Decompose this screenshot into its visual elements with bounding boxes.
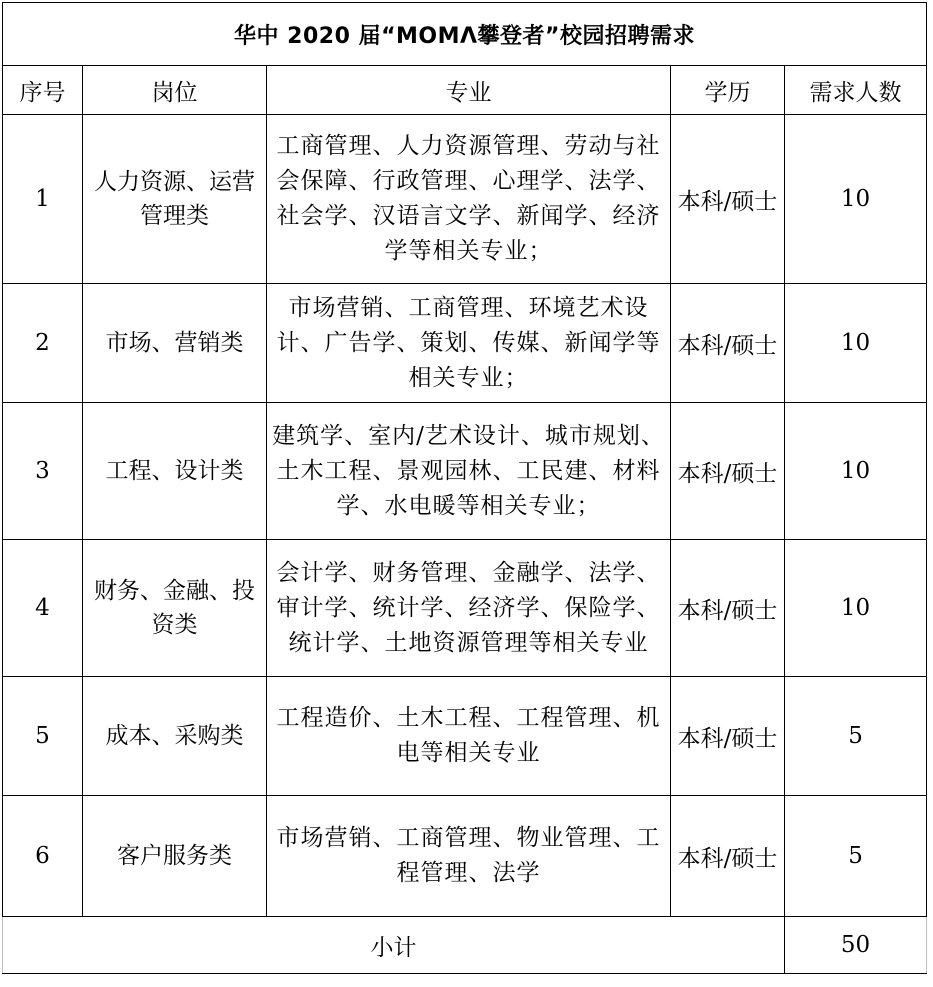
table-row: [3, 796, 927, 917]
row-major: 工程造价、土木工程、工程管理、机电等相关专业: [267, 677, 671, 796]
row-position: 客户服务类: [83, 796, 267, 917]
row-position: 工程、设计类: [83, 403, 267, 540]
row-count: 10: [785, 284, 927, 403]
row-index: 1: [3, 115, 83, 284]
header-education: 学历: [671, 66, 785, 115]
row-position: 市场、营销类: [83, 284, 267, 403]
recruitment-table: [2, 2, 927, 974]
row-count: 10: [785, 540, 927, 677]
header-position: 岗位: [83, 66, 267, 115]
table-title: 华中 2020 届“MOMΛ攀登者”校园招聘需求: [3, 3, 927, 66]
row-education: 本科/硕士: [671, 403, 785, 540]
table-row: [3, 284, 927, 403]
row-index: 2: [3, 284, 83, 403]
row-index: 3: [3, 403, 83, 540]
row-major: 工商管理、人力资源管理、劳动与社会保障、行政管理、心理学、法学、社会学、汉语言文学、新闻学、经济学等相关专业；: [267, 115, 671, 284]
row-position: 成本、采购类: [83, 677, 267, 796]
header-index: 序号: [3, 66, 83, 115]
row-major: 市场营销、工商管理、环境艺术设计、广告学、策划、传媒、新闻学等相关专业；: [267, 284, 671, 403]
header-major: 专业: [267, 66, 671, 115]
row-education: 本科/硕士: [671, 115, 785, 284]
total-label: 小计: [3, 917, 785, 974]
title-row: [3, 3, 927, 66]
row-position: 财务、金融、投资类: [83, 540, 267, 677]
table-row: [3, 403, 927, 540]
row-education: 本科/硕士: [671, 677, 785, 796]
table-row: [3, 677, 927, 796]
row-major: 建筑学、室内/艺术设计、城市规划、土木工程、景观园林、工民建、材料学、水电暖等相关专业；: [267, 403, 671, 540]
table-row: [3, 540, 927, 677]
row-major: 会计学、财务管理、金融学、法学、审计学、统计学、经济学、保险学、统计学、土地资源管理等相关专业: [267, 540, 671, 677]
row-count: 10: [785, 115, 927, 284]
row-count: 10: [785, 403, 927, 540]
row-position: 人力资源、运营管理类: [83, 115, 267, 284]
row-education: 本科/硕士: [671, 284, 785, 403]
table-row: [3, 115, 927, 284]
row-major: 市场营销、工商管理、物业管理、工程管理、法学: [267, 796, 671, 917]
header-row: [3, 66, 927, 115]
row-index: 6: [3, 796, 83, 917]
header-count: 需求人数: [785, 66, 927, 115]
row-index: 5: [3, 677, 83, 796]
row-education: 本科/硕士: [671, 540, 785, 677]
total-value: 50: [785, 917, 927, 974]
total-row: [3, 917, 927, 974]
row-index: 4: [3, 540, 83, 677]
row-count: 5: [785, 796, 927, 917]
row-count: 5: [785, 677, 927, 796]
row-education: 本科/硕士: [671, 796, 785, 917]
